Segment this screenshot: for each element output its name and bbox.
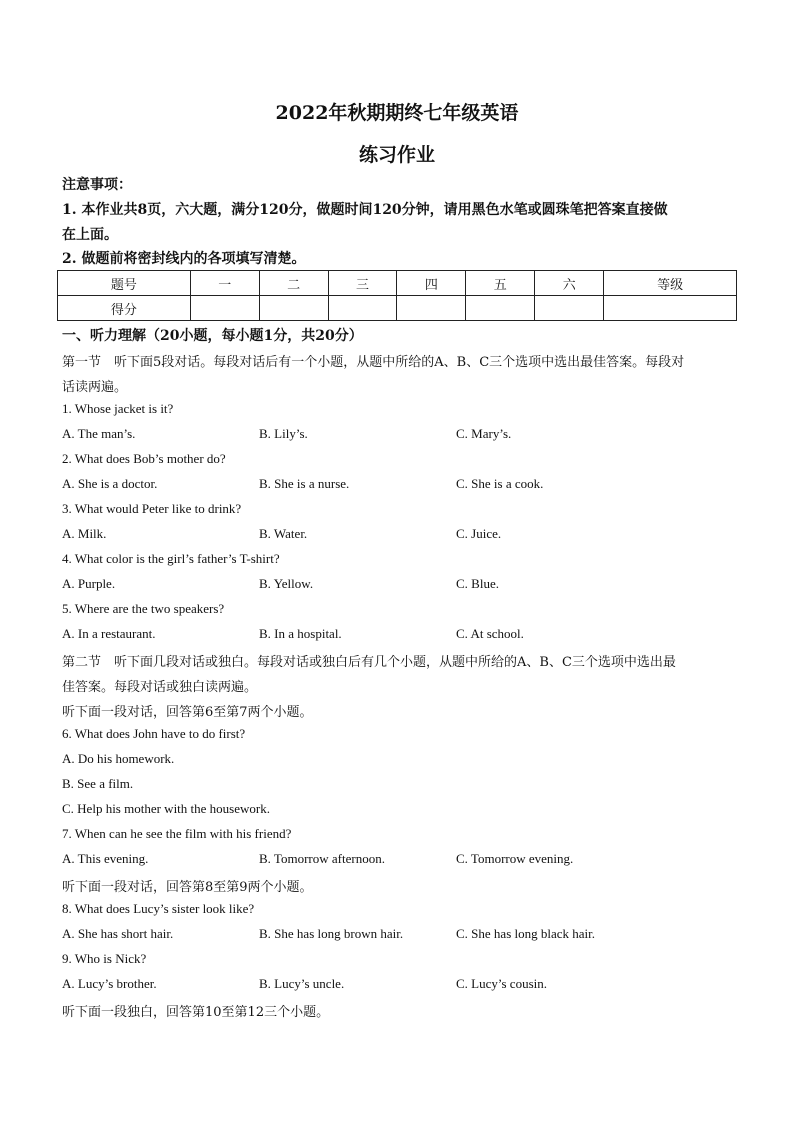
score-header-cell: 二 bbox=[259, 271, 328, 296]
score-header-cell: 一 bbox=[190, 271, 259, 296]
part1-instructions: 第一节 听下面5段对话。每段对话后有一个小题，从题中所给的A、B、C三个选项中选出最佳答案。每段对 bbox=[62, 355, 685, 370]
score-row-label: 得分 bbox=[58, 296, 191, 321]
score-cell bbox=[259, 296, 328, 321]
q5-option-a: A. In a restaurant. bbox=[62, 626, 156, 641]
page-subtitle: 练习作业 bbox=[358, 144, 435, 166]
score-header-cell: 题号 bbox=[58, 271, 191, 296]
q8-option-c: C. She has long black hair. bbox=[456, 926, 596, 941]
q6-option-b: B. See a film. bbox=[62, 776, 134, 791]
part1-instructions-cont: 话读两遍。 bbox=[62, 380, 128, 395]
score-header-cell: 三 bbox=[328, 271, 397, 296]
notes-item-2: 2. 做题前将密封线内的各项填写清楚。 bbox=[62, 251, 306, 267]
q3-option-b: B. Water. bbox=[259, 526, 308, 541]
q1-option-c: C. Mary’s. bbox=[456, 426, 512, 441]
q4-option-b: B. Yellow. bbox=[259, 576, 314, 591]
intro-q10-q12: 听下面一段独白，回答第10至第12三个小题。 bbox=[62, 1005, 330, 1020]
q6-option-c: C. Help his mother with the housework. bbox=[62, 801, 270, 816]
part2-instructions: 第二节 听下面几段对话或独白。每段对话或独白后有几个小题，从题中所给的A、B、C三个选项中选出最 bbox=[62, 655, 676, 670]
q3-option-c: C. Juice. bbox=[456, 526, 502, 541]
q7-option-b: B. Tomorrow afternoon. bbox=[259, 851, 385, 866]
score-cell bbox=[604, 296, 737, 321]
q3-option-a: A. Milk. bbox=[62, 526, 107, 541]
notes-item-1-cont: 在上面。 bbox=[62, 227, 118, 243]
score-cell bbox=[328, 296, 397, 321]
q1-option-a: A. The man’s. bbox=[62, 426, 136, 441]
notes-item-1: 1. 本作业共8页，六大题，满分120分，做题时间120分钟，请用黑色水笔或圆珠笔把答案直接做 bbox=[62, 202, 668, 218]
score-table bbox=[57, 270, 737, 321]
q2-option-a: A. She is a doctor. bbox=[62, 476, 158, 491]
score-header-cell: 四 bbox=[397, 271, 466, 296]
question-7: 7. When can he see the film with his friend? bbox=[62, 826, 292, 841]
q5-option-c: C. At school. bbox=[456, 626, 524, 641]
score-cell bbox=[190, 296, 259, 321]
q8-option-b: B. She has long brown hair. bbox=[259, 926, 404, 941]
q4-option-c: C. Blue. bbox=[456, 576, 499, 591]
question-1: 1. Whose jacket is it? bbox=[62, 401, 174, 416]
intro-q6-q7: 听下面一段对话，回答第6至第7两个小题。 bbox=[62, 705, 313, 720]
score-cell bbox=[535, 296, 604, 321]
q9-option-b: B. Lucy’s uncle. bbox=[259, 976, 345, 991]
page-title: 2022年秋期期终七年级英语 bbox=[275, 102, 519, 124]
score-header-cell: 六 bbox=[535, 271, 604, 296]
q8-option-a: A. She has short hair. bbox=[62, 926, 174, 941]
section-heading: 一、听力理解（20小题，每小题1分，共20分） bbox=[62, 328, 363, 344]
score-header-cell: 五 bbox=[466, 271, 535, 296]
q1-option-b: B. Lily’s. bbox=[259, 426, 308, 441]
q9-option-a: A. Lucy’s brother. bbox=[62, 976, 157, 991]
score-header-cell: 等级 bbox=[604, 271, 737, 296]
q4-option-a: A. Purple. bbox=[62, 576, 116, 591]
question-6: 6. What does John have to do first? bbox=[62, 726, 246, 741]
score-cell bbox=[397, 296, 466, 321]
intro-q8-q9: 听下面一段对话，回答第8至第9两个小题。 bbox=[62, 880, 313, 895]
q9-option-c: C. Lucy’s cousin. bbox=[456, 976, 547, 991]
score-table-score-row bbox=[58, 296, 737, 321]
question-9: 9. Who is Nick? bbox=[62, 951, 147, 966]
q7-option-c: C. Tomorrow evening. bbox=[456, 851, 574, 866]
q2-option-b: B. She is a nurse. bbox=[259, 476, 350, 491]
part2-instructions-cont: 佳答案。每段对话或独白读两遍。 bbox=[62, 680, 258, 695]
q6-option-a: A. Do his homework. bbox=[62, 751, 175, 766]
question-5: 5. Where are the two speakers? bbox=[62, 601, 225, 616]
question-8: 8. What does Lucy’s sister look like? bbox=[62, 901, 255, 916]
question-3: 3. What would Peter like to drink? bbox=[62, 501, 242, 516]
question-4: 4. What color is the girl’s father’s T-shirt? bbox=[62, 551, 280, 566]
score-table-header-row bbox=[58, 271, 737, 296]
q2-option-c: C. She is a cook. bbox=[456, 476, 544, 491]
q7-option-a: A. This evening. bbox=[62, 851, 149, 866]
question-2: 2. What does Bob’s mother do? bbox=[62, 451, 226, 466]
notes-heading: 注意事项： bbox=[62, 177, 132, 193]
q5-option-b: B. In a hospital. bbox=[259, 626, 342, 641]
score-cell bbox=[466, 296, 535, 321]
